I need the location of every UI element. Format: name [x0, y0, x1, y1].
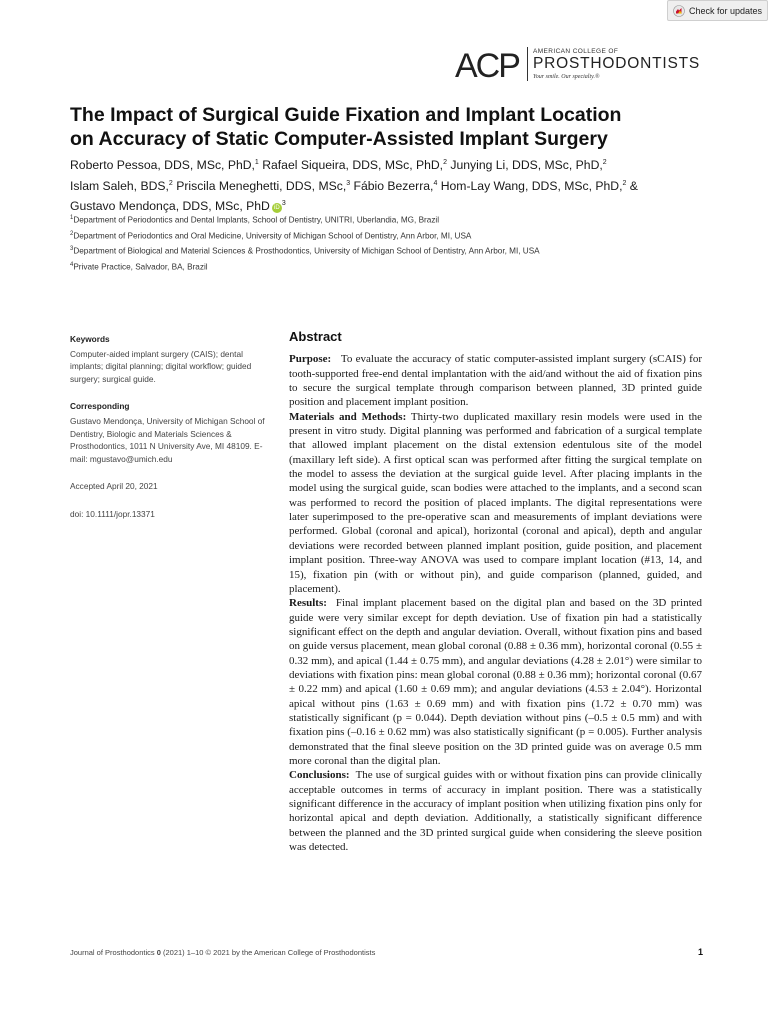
author-list: Roberto Pessoa, DDS, MSc, PhD,$^1$ Rafael Siqueira, DDS, MSc, PhD,$^2$ Junying Li, DDS, MSc, PhD,$^2$ Islam Saleh, BDS,$^2$ Priscila Meneghetti, DDS, MSc,$^3$ Fábio Bezerra,$^4$ Hom-Lay Wang, DDS, MSc, PhD,$^2$ & Gustavo Mendonça, DDS, MSc, PhD $iD^3$ [70, 158, 638, 214]
author-2: Rafael Siqueira, DDS, MSc, PhD, [258, 158, 444, 173]
author-1: Roberto Pessoa, DDS, MSc, PhD, [70, 158, 255, 173]
abstract-purpose: Purpose: To evaluate the accuracy of static computer-assisted implant surgery (sCAIS) for tooth-supported free-end dental implantation with the aid/and without the aid of fixation pins to secure the surgical template through comparison between planned, 3D printed guide position and placement implant position. [289, 353, 702, 409]
logo-divider [527, 47, 528, 81]
author-6: Fábio Bezerra, [350, 178, 434, 193]
corresponding-heading: Corresponding [70, 401, 130, 412]
affiliation-2: $^2$Department of Periodontics and Oral Medicine, University of Michigan School of Dentistry, Ann Arbor, MI, USA [70, 230, 472, 241]
author-3: Junying Li, DDS, MSc, PhD, [446, 158, 603, 173]
keywords-heading: Keywords [70, 334, 110, 344]
article-title [70, 103, 710, 151]
logo-big-text: PROSTHODONTISTS [533, 55, 701, 72]
affiliations [70, 212, 710, 274]
author-8: Gustavo Mendonça, DDS, MSc, PhD [70, 199, 270, 214]
corresponding-text: Gustavo Mendonça, University of Michigan School of Dentistry, Biologic and Materials Sciences & Prosthodontics, 1011 N University Ave, MI 48109. E-mail: mgustavo@umich.edu [70, 415, 265, 464]
keywords-text: Computer-aided implant surgery (CAIS); dental implants; digital planning; digital workflow; guided surgery; surgical guide. [70, 348, 252, 384]
page-footer [70, 947, 703, 957]
check-updates-icon [673, 5, 685, 17]
affiliation-3: $^3$Department of Biological and Material Sciences & Prosthodontics, University of Michigan School of Dentistry, Ann Arbor, MI, USA [70, 246, 540, 256]
accepted-date: Accepted April 20, 2021 [70, 481, 158, 492]
footer-citation: Journal of Prosthodontics 0 (2021) 1–10 © 2021 by the American College of Prosthodontists [70, 947, 376, 957]
article-sidebar [70, 333, 270, 521]
affiliation-4: $^4$Private Practice, Salvador, BA, Brazil [70, 261, 208, 272]
author-5: Priscila Meneghetti, DDS, MSc, [172, 178, 347, 193]
abstract-methods: Materials and Methods: Thirty-two duplicated maxillary resin models were used in the present in vitro study. Digital planning was performed and fabrication of a surgical template that allowed implant placement on the distal extension edentulous site of the model (maxillary left side). A first optical scan was performed after fitting the surgical template on the model to assess the deviation at the surgical guide level. After placing implants in the model using the surgical guide, scan bodies were attached to the implants, and a second scan was performed to record the position of placed implants. The digital representations were later superimposed to the pre-operative scan and measurements of implant deviations were performed. Global (coronal and apical), horizontal (coronal and apical), depth and angular deviations were recorded between planned implant position, guide position, and placement implant position. Three-way ANOVA was used to compare implant location (#13, 14, and 15), fixation pin (with or without pin), and guide comparison (planned, guided, and placement). [289, 410, 703, 595]
svg-text:ACP: ACP [455, 47, 519, 82]
logo-tagline: Your smile. Our specialty.® [533, 73, 600, 80]
page-number: 1 [697, 947, 703, 957]
doi-link[interactable]: doi: 10.1111/jopr.13371 [70, 508, 155, 519]
affiliation-1: $^1$Department of Periodontics and Dental Implants, School of Dentistry, UNITRI, Uberlandia, MG, Brazil [70, 215, 440, 225]
abstract-heading: Abstract [289, 329, 342, 344]
author-7: Hom-Lay Wang, DDS, MSc, PhD, [437, 178, 623, 193]
orcid-icon[interactable]: iD [272, 203, 282, 213]
check-for-updates-label: Check for updates [689, 5, 763, 16]
author-4: Islam Saleh, BDS, [70, 178, 169, 193]
title-line-2: on Accuracy of Static Computer-Assisted Implant Surgery [70, 128, 608, 150]
logo-small-text: AMERICAN COLLEGE OF [533, 47, 619, 55]
abstract-section [289, 330, 702, 854]
acp-logo [455, 44, 705, 84]
check-for-updates-button[interactable] [667, 0, 768, 21]
abstract-conclusions: Conclusions: The use of surgical guides with or without fixation pins can provide clinically acceptable outcomes in terms of accuracy in implant position. There was a statistically significant difference in the accuracy of implant position when utilizing fixation pins only for horizontal apical and depth deviation. Additionally, a statistically significant difference between the planned and the 3D printed surgical guide when considering the sleeve position was detected. [289, 769, 702, 854]
acp-logo-mark [455, 46, 525, 82]
title-line-1: The Impact of Surgical Guide Fixation and Implant Location [70, 104, 622, 126]
abstract-results: Results: Final implant placement based on the digital plan and based on the 3D printed guide were very similar except for depth deviation. Use of fixation pin had a statistically significant effect on the depth and angular deviation. Overall, without fixation pins and based on guide versus placement, mean global coronal (0.88 ± 0.36 mm), horizontal coronal (0.55 ± 0.32 mm), and apical (1.44 ± 0.75 mm), and angular deviations (4.28 ± 2.01°) were similar to deviations with fixation pins: mean global coronal (0.88 ± 0.36 mm); horizontal coronal (0.67 ± 0.22 mm) and apical (1.60 ± 0.69 mm); and angular deviations (4.53 ± 2.04°). Horizontal apical without pins (1.63 ± 0.69 mm) and with fixation pins (1.72 ± 0.70 mm) was statistically significant (p = 0.044). Depth deviation without pins (–0.5 ± 0.5 mm) and with fixation pins (–0.16 ± 0.62 mm) was also statistically significant (p = 0.005). Further analysis demonstrated that the final sleeve position on the 3D printed guide was on average 0.5 mm more coronal than the digital plan. [289, 597, 703, 767]
